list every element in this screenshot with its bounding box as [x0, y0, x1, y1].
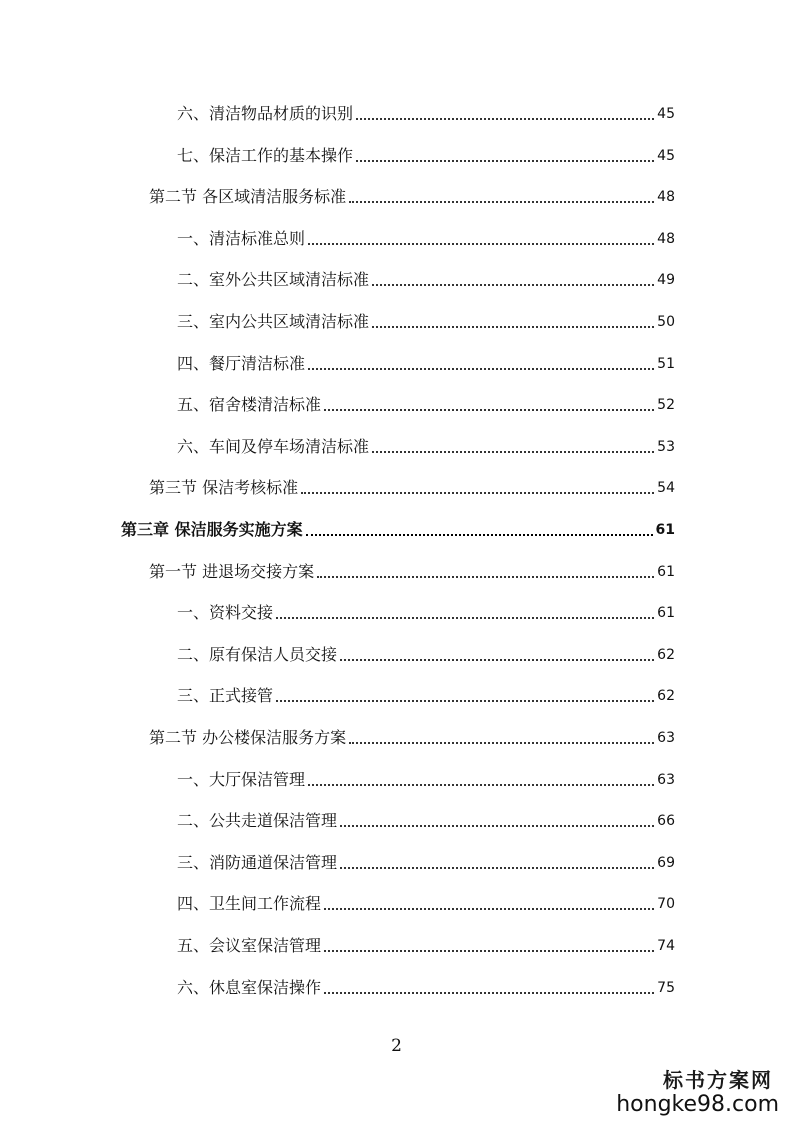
- dot-leader: [306, 534, 653, 536]
- toc-entry-page: 61: [657, 563, 675, 580]
- toc-entry-title: 一、资料交接: [177, 603, 274, 623]
- toc-entry-page: 70: [657, 896, 675, 913]
- toc-entry-page: 50: [657, 314, 675, 330]
- dot-leader: [372, 326, 654, 328]
- toc-entry[interactable]: [121, 512, 675, 542]
- dot-leader: [324, 992, 654, 994]
- toc-entry[interactable]: [149, 720, 675, 750]
- toc-entry-title: 第一节 进退场交接方案: [149, 561, 315, 581]
- toc-entry-page: 74: [657, 938, 675, 954]
- watermark-url: hongke98.com: [616, 1092, 779, 1117]
- toc-entry-page: 62: [657, 646, 675, 663]
- toc-entry-title: 第三节 保洁考核标准: [149, 478, 299, 498]
- toc-entry[interactable]: [177, 346, 675, 376]
- toc-entry-title: 五、会议室保洁管理: [177, 936, 322, 955]
- toc-entry-title: 第二节 办公楼保洁服务方案: [149, 728, 347, 747]
- dot-leader: [317, 576, 654, 578]
- toc-entry[interactable]: [177, 970, 675, 1000]
- toc-entry-title: 七、保洁工作的基本操作: [177, 145, 354, 165]
- toc-entry[interactable]: [177, 637, 675, 667]
- toc-entry-page: 53: [657, 438, 675, 455]
- toc-entry-title: 二、原有保洁人员交接: [177, 644, 338, 664]
- toc-entry[interactable]: [149, 179, 675, 209]
- toc-entry-page: 45: [657, 147, 675, 164]
- page-number: 2: [391, 1036, 402, 1056]
- toc-entry-title: 一、清洁标准总则: [177, 228, 306, 248]
- toc-entry-title: 第三章 保洁服务实施方案: [121, 520, 303, 539]
- toc-entry-title: 三、室内公共区域清洁标准: [177, 312, 370, 331]
- dot-leader: [308, 243, 654, 245]
- toc-entry-page: 66: [657, 813, 675, 830]
- watermark-title: 标书方案网: [663, 1068, 773, 1092]
- dot-leader: [340, 867, 654, 869]
- toc-entry-page: 52: [657, 397, 675, 414]
- toc-entry[interactable]: [177, 138, 675, 168]
- dot-leader: [340, 825, 654, 827]
- toc-entry-page: 51: [657, 355, 675, 372]
- toc-entry[interactable]: [177, 845, 675, 875]
- toc-entry-page: 61: [657, 605, 675, 622]
- watermark-logo: [616, 1068, 779, 1118]
- toc-entry-title: 六、休息室保洁操作: [177, 977, 322, 997]
- dot-leader: [301, 492, 654, 494]
- toc-entry[interactable]: [177, 762, 675, 792]
- dot-leader: [356, 160, 654, 162]
- toc-entry-page: 63: [657, 730, 675, 746]
- toc-entry-page: 54: [657, 480, 675, 497]
- dot-leader: [349, 201, 654, 203]
- dot-leader: [324, 950, 654, 952]
- dot-leader: [276, 700, 654, 702]
- dot-leader: [372, 284, 654, 286]
- toc-entry-page: 61: [655, 522, 675, 538]
- dot-leader: [276, 617, 654, 619]
- toc-entry-page: 69: [657, 854, 675, 871]
- toc-entry[interactable]: [177, 262, 675, 292]
- toc-entry[interactable]: [177, 886, 675, 916]
- toc-entry-page: 63: [657, 771, 675, 788]
- toc-entry-title: 六、清洁物品材质的识别: [177, 104, 354, 123]
- toc-entry[interactable]: [177, 595, 675, 625]
- dot-leader: [308, 368, 654, 370]
- toc-entry[interactable]: [177, 928, 675, 958]
- toc-entry[interactable]: [177, 803, 675, 833]
- toc-entry-title: 二、公共走道保洁管理: [177, 811, 338, 831]
- toc-entry[interactable]: [177, 221, 675, 251]
- toc-entry-title: 五、宿舍楼清洁标准: [177, 395, 322, 415]
- dot-leader: [340, 659, 654, 661]
- toc-entry[interactable]: [177, 678, 675, 708]
- dot-leader: [324, 908, 654, 910]
- toc-entry[interactable]: [149, 470, 675, 500]
- toc-entry-title: 六、车间及停车场清洁标准: [177, 436, 370, 456]
- toc-entry-title: 四、餐厅清洁标准: [177, 353, 306, 373]
- toc-entry[interactable]: [177, 429, 675, 459]
- dot-leader: [308, 784, 654, 786]
- toc-entry-title: 三、正式接管: [177, 686, 274, 706]
- toc-entry-title: 二、室外公共区域清洁标准: [177, 270, 370, 290]
- toc-entry-page: 48: [657, 230, 675, 247]
- dot-leader: [349, 742, 654, 744]
- dot-leader: [356, 118, 654, 120]
- toc-entry[interactable]: [177, 387, 675, 417]
- toc-entry-page: 49: [657, 272, 675, 289]
- toc-entry-page: 75: [657, 979, 675, 996]
- toc-entry[interactable]: [177, 304, 675, 334]
- toc-entry-page: 62: [657, 688, 675, 705]
- dot-leader: [372, 451, 654, 453]
- toc-entry[interactable]: [177, 96, 675, 126]
- toc-entry-page: 48: [657, 189, 675, 206]
- toc-entry-title: 第二节 各区域清洁服务标准: [149, 187, 347, 207]
- toc-entry-title: 一、大厅保洁管理: [177, 769, 306, 789]
- toc-entry-title: 三、消防通道保洁管理: [177, 852, 338, 872]
- toc-entry-title: 四、卫生间工作流程: [177, 894, 322, 914]
- toc-entry-page: 45: [657, 106, 675, 122]
- dot-leader: [324, 409, 654, 411]
- toc-entry[interactable]: [149, 554, 675, 584]
